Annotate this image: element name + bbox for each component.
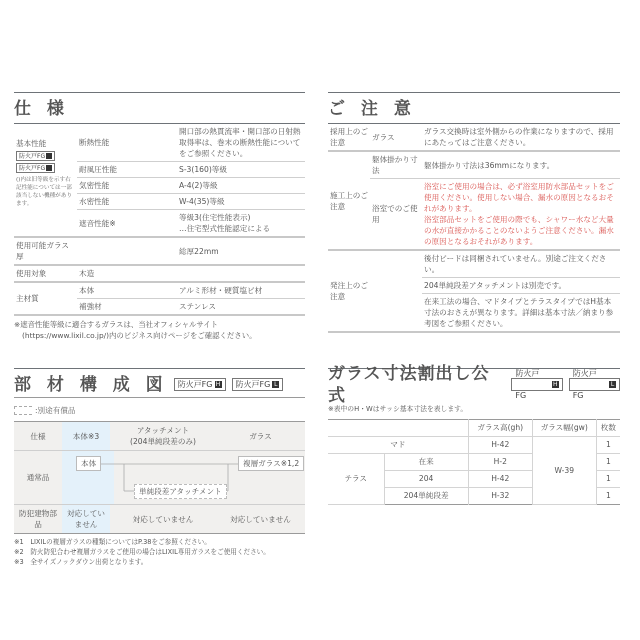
adoption-label: 採用上のご注意 [330,127,368,147]
sub-type: 在来 [384,454,468,471]
l-mark-icon: L [274,381,278,388]
table-row [328,437,620,454]
water-label: 水密性能 [77,194,177,210]
attachment-not-supported: 対応していません [110,505,216,534]
thermal-label: 断熱性能 [79,138,110,147]
spec-section [14,92,305,341]
header-count: 枚数 [596,420,620,437]
sound-value: 等級3(住宅性能表示) …住宅型式性能認定による [177,210,305,238]
glass-formula-table [328,419,620,505]
header-blank [328,420,468,437]
count-value: 1 [596,471,620,488]
security-label: 防犯建物部品 [14,505,62,534]
h-mark-icon: H [215,381,221,388]
body-label: 本体 [77,282,177,299]
header-spec: 仕様 [30,431,46,441]
parts-notes: ※1 LIXILの複層ガラスの種類についてはP.38をご参照ください。 ※2 防火防犯合わせ複層ガラスをご使用の場合はLIXIL専用ガラスをご使用ください。 ※3 全サイズノックダウン出荷となります。 [14,538,270,566]
reinforce-label: 補強材 [77,299,177,316]
l-mark-icon [46,165,52,171]
header-gh: ガラス高(gh) [468,420,532,437]
material-label: 主材質 [14,282,77,315]
glass-formula-title: ガラス寸法割出し公式 [328,363,490,406]
dashed-box-icon [14,406,32,415]
order-label: 発注上のご注意 [328,250,370,331]
target-label: 使用対象 [14,265,77,282]
construction-label: 施工上のご注意 [328,151,370,250]
fire-door-fg-l-badge: 防火戸FG L [569,378,620,391]
glass-thickness-value: 総厚22mm [177,237,305,265]
gw-value: W-39 [532,437,596,505]
target-value: 木造 [77,265,177,282]
fire-door-fg-l-badge: 防火戸FG [16,163,55,173]
type-mado: マド [328,437,468,454]
spec-row-thermal [14,124,305,162]
fire-door-fg-h-badge: 防火戸FG [16,151,55,161]
parts-section [14,368,305,567]
fire-door-fg-h-badge: 防火戸FG H [511,378,562,391]
header-body: 本体※3 [62,422,110,451]
normal-label: 通常品 [14,451,62,505]
body-box: 本体 [76,456,101,471]
order-text-3: 在来工法の場合、マドタイプとテラスタイプではH基本寸法のおさえが異なります。詳細は基本寸法／納まり参考図をご参照ください。 [422,294,620,332]
spec-table [14,123,305,316]
basic-performance-label: 基本性能 [16,139,47,148]
air-label: 気密性能 [77,178,177,194]
basic-performance-note: ()内は旧等級を示す右記性能については一部該当しない機種があります。 [16,177,72,207]
parts-title: 部 材 構 成 図 [14,374,168,395]
parts-title-row [14,369,305,397]
legend: :別途有償品 [14,404,305,416]
count-value: 1 [596,454,620,471]
spec-title: 仕 様 [14,98,69,119]
body-value: アルミ形材・硬質塩ビ材 [177,282,305,299]
header-glass: ガラス [249,431,272,441]
glass-box: 複層ガラス※1,2 [238,456,304,471]
thermal-value: 開口部の熱貫流率・開口部の日射熱取得率は、巻末の断熱性能についてをご参照ください。 [179,127,301,158]
caution-title: ご 注 意 [328,98,416,119]
parts-diagram [62,451,305,505]
count-value: 1 [596,488,620,505]
glass-formula-note: ※表中のH・Wはサッシ基本寸法を表します。 [328,405,468,413]
order-text-2: 204単純段差アタッチメントは別売です。 [422,278,620,294]
glass-title-row [328,363,620,406]
wind-value: S-3(160)等級 [177,162,305,178]
caution-table [328,123,620,333]
gh-value: H-42 [468,471,532,488]
frame-label: 躯体掛かり寸法 [370,151,422,179]
body-not-supported: 対応していません [62,505,110,534]
gh-value: H-42 [468,437,532,454]
bath-warning: 浴室にご使用の場合は、必ず浴室用防水部品セットをご使用ください。使用しない場合、漏水の原因となるおそれがあります。 浴室部品セットをご使用の際でも、シャワー水など大量の水が直接かかることのないようご注意ください。漏水の原因となるおそれがあります。 [422,179,620,251]
glass-formula-section [328,363,620,505]
frame-text: 躯体掛かり寸法は36mmになります。 [422,151,620,179]
caution-section [328,92,620,333]
type-terrace: テラス [328,454,384,505]
header-gw: ガラス幅(gw) [532,420,596,437]
l-mark-icon: L [610,381,615,388]
sub-type: 204 [384,471,468,488]
glass-thickness-label: 使用可能ガラス厚 [14,237,77,265]
count-value: 1 [596,437,620,454]
gh-value: H-32 [468,488,532,505]
h-mark-icon: H [552,381,558,388]
glass-not-supported: 対応していません [216,505,305,534]
gh-value: H-2 [468,454,532,471]
fire-door-fg-h-badge: 防火戸FG H [174,378,226,391]
sound-label: 遮音性能※ [77,210,177,238]
h-mark-icon [46,153,52,159]
header-attachment: アタッチメント (204単純段差のみ) [130,426,196,446]
sub-type: 204単純段差 [384,488,468,505]
glass-label: ガラス [372,132,395,142]
fire-door-fg-l-badge: 防火戸FG L [232,378,284,391]
air-value: A-4(2)等級 [177,178,305,194]
reinforce-value: ステンレス [177,299,305,316]
attachment-box: 単純段差アタッチメント [134,484,227,499]
basic-performance-cell [14,124,77,237]
wind-label: 耐風圧性能 [77,162,177,178]
glass-text: ガラス交換時は室外側からの作業になりますので、採用にあたってはご注意ください。 [424,127,614,147]
order-text-1: 後付ビードは同梱されていません。別途ご注文ください。 [422,250,620,278]
spec-footnote: ※遮音性能等級に適合するガラスは、当社オフィシャルサイト (https://www.lixil.co.jp/)内のビジネス向けページをご確認ください。 [14,320,257,340]
water-value: W-4(35)等級 [177,194,305,210]
parts-table [14,421,305,534]
bath-label: 浴室でのご使用 [370,179,422,251]
